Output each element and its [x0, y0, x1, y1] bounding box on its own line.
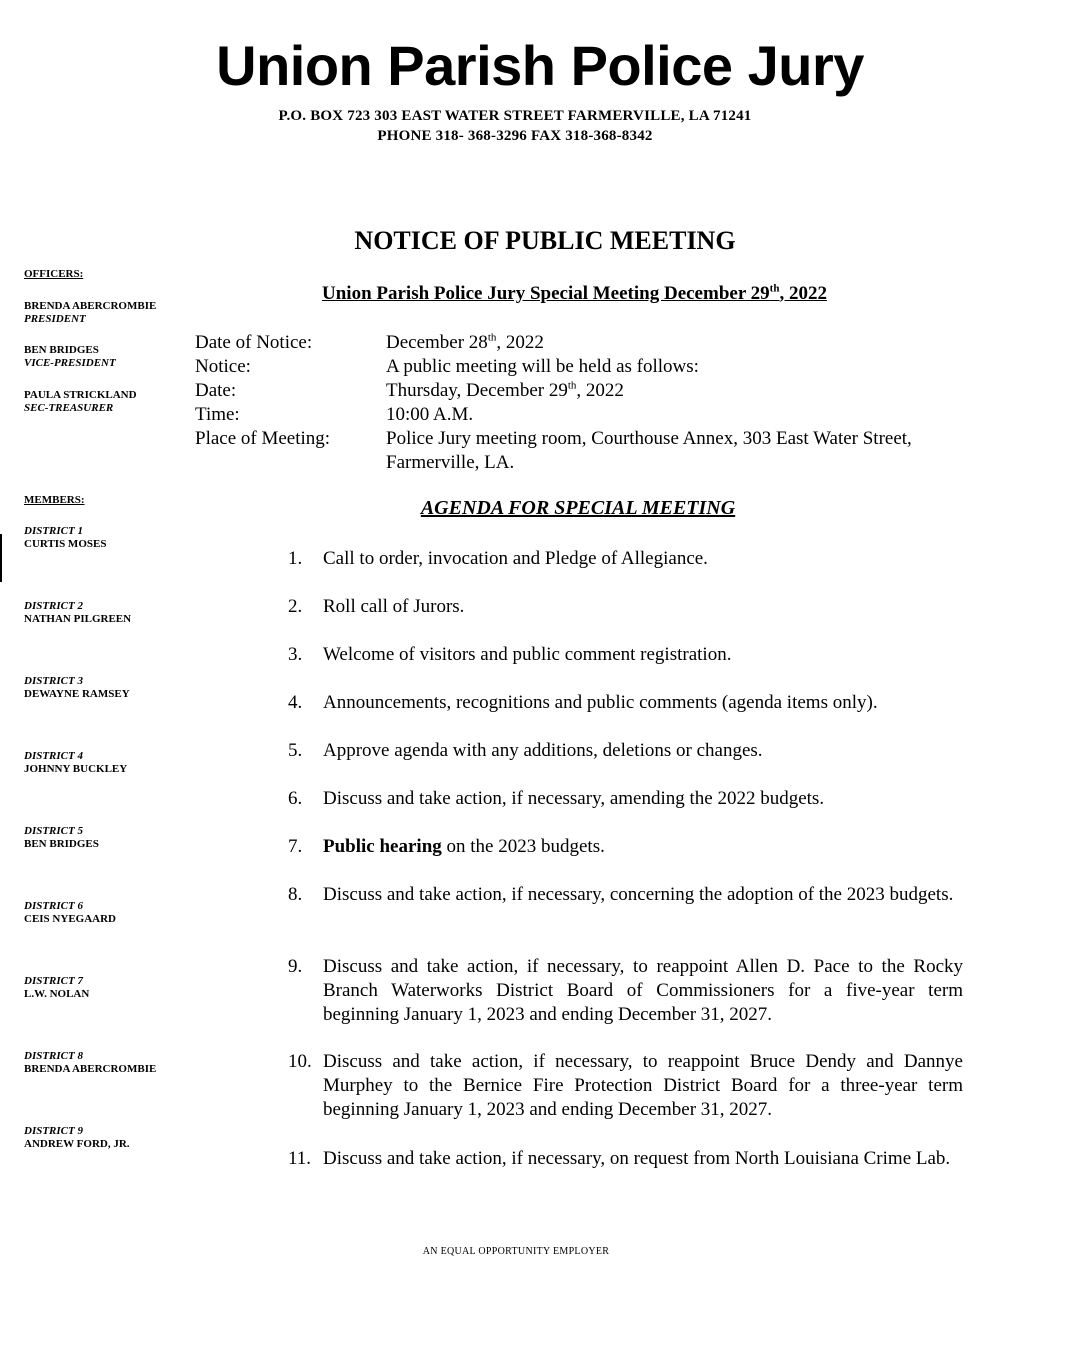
phone-line: PHONE 318- 368-3296 FAX 318-368-8342 — [377, 128, 653, 144]
footer-note: AN EQUAL OPPORTUNITY EMPLOYER — [422, 1246, 610, 1257]
detail-value: Thursday, December 29th, 2022 — [386, 379, 624, 401]
detail-label: Date of Notice: — [195, 332, 313, 353]
member-entry: DISTRICT 2 NATHAN PILGREEN — [24, 600, 132, 625]
meeting-title: Union Parish Police Jury Special Meeting December 29th, 2022 — [322, 282, 827, 304]
detail-label: Time: — [195, 404, 240, 425]
officer-entry: BEN BRIDGES VICE-PRESIDENT — [24, 344, 116, 369]
margin-mark — [0, 534, 2, 582]
officer-entry: BRENDA ABERCROMBIE PRESIDENT — [24, 300, 157, 325]
members-heading: MEMBERS: — [24, 494, 85, 506]
agenda-heading: AGENDA FOR SPECIAL MEETING — [420, 497, 736, 519]
detail-value: A public meeting will be held as follows: — [386, 356, 699, 377]
detail-label: Notice: — [195, 356, 251, 377]
member-entry: DISTRICT 4 JOHNNY BUCKLEY — [24, 750, 128, 775]
org-title: Union Parish Police Jury — [216, 34, 864, 97]
address-line: P.O. BOX 723 303 EAST WATER STREET FARMERVILLE, LA 71241 — [278, 108, 752, 124]
member-entry: DISTRICT 9 ANDREW FORD, JR. — [24, 1125, 130, 1150]
member-entry: DISTRICT 5 BEN BRIDGES — [24, 825, 99, 850]
detail-value: Police Jury meeting room, Courthouse Annex, 303 East Water Street, Farmerville, LA. — [386, 428, 912, 473]
member-entry: DISTRICT 1 CURTIS MOSES — [24, 525, 107, 550]
officer-entry: PAULA STRICKLAND SEC-TREASURER — [24, 389, 137, 414]
detail-label: Place of Meeting: — [195, 428, 331, 449]
member-entry: DISTRICT 3 DEWAYNE RAMSEY — [24, 675, 130, 700]
detail-value: December 28th, 2022 — [386, 331, 544, 353]
member-entry: DISTRICT 6 CEIS NYEGAARD — [24, 900, 116, 925]
notice-heading: NOTICE OF PUBLIC MEETING — [354, 226, 736, 255]
officers-heading: OFFICERS: — [24, 268, 84, 280]
member-entry: DISTRICT 7 L.W. NOLAN — [24, 975, 90, 1000]
detail-label: Date: — [195, 380, 237, 401]
member-entry: DISTRICT 8 BRENDA ABERCROMBIE — [24, 1050, 157, 1075]
detail-value: 10:00 A.M. — [386, 404, 474, 425]
